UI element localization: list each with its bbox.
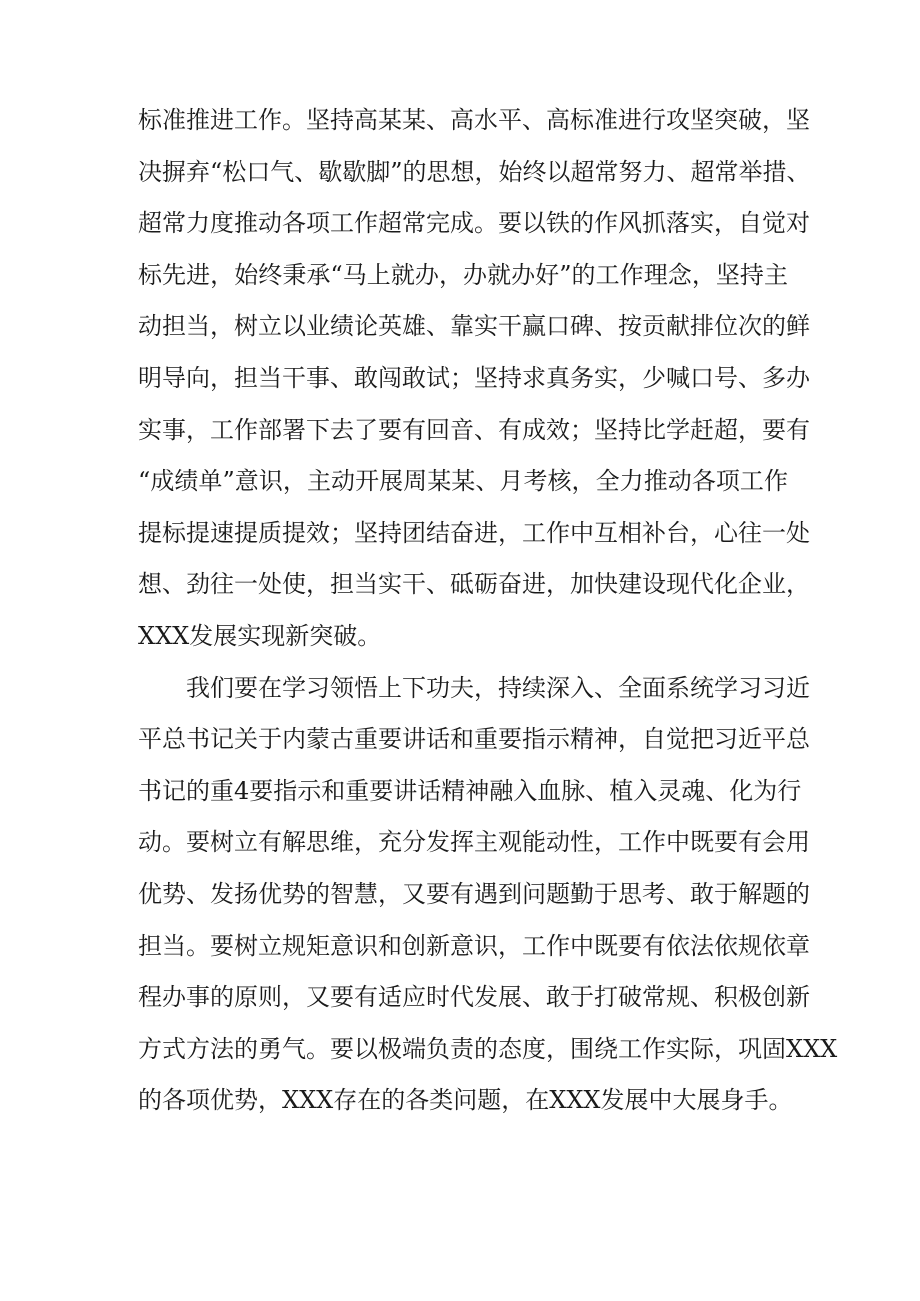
text-line: 提标提速提质提效；坚持团结奋进，工作中互相补台，心往一处 [138, 518, 810, 547]
paragraph-2 [138, 663, 838, 1127]
text-line: 标准推进工作。坚持高某某、高水平、高标准进行攻坚突破，坚 [138, 106, 810, 134]
text-line: 标先进，始终秉承“马上就办，办就办好”的工作理念，坚持主 [138, 260, 788, 289]
paragraph-1 [138, 95, 811, 663]
text-line: 超常力度推动各项工作超常完成。要以铁的作风抓落实，自觉对 [138, 209, 810, 238]
text-line: 担当。要树立规矩意识和创新意识，工作中既要有依法依规依章 [138, 931, 810, 960]
text-line: 书记的重4要指示和重要讲话精神融入血脉、植入灵魂、化为行 [138, 776, 802, 805]
text-line: 的各项优势，XXX存在的各类问题，在XXX发展中大展身手。 [138, 1086, 793, 1115]
text-line: “成绩单”意识，主动开展周某某、月考核，全力推动各项工作 [138, 467, 788, 496]
text-line: 明导向，担当干事、敢闯敢试；坚持求真务实，少喊口号、多办 [138, 363, 810, 392]
text-line: 决摒弃“松口气、歇歇脚”的思想，始终以超常努力、超常举措、 [138, 157, 811, 186]
text-line: 平总书记关于内蒙古重要讲话和重要指示精神，自觉把习近平总 [138, 725, 810, 754]
text-line: 动。要树立有解思维，充分发挥主观能动性，工作中既要有会用 [138, 828, 810, 857]
text-line: 优势、发扬优势的智慧，又要有遇到问题勤于思考、敢于解题的 [138, 879, 810, 908]
text-line: 动担当，树立以业绩论英雄、靠实干赢口碑、按贡献排位次的鲜 [138, 312, 810, 341]
text-line: 想、劲往一处使，担当实干、砥砺奋进，加快建设现代化企业， [138, 570, 810, 599]
text-line: 实事，工作部署下去了要有回音、有成效；坚持比学赶超，要有 [138, 415, 810, 444]
text-line: 程办事的原则，又要有适应时代发展、敢于打破常规、积极创新 [138, 983, 810, 1012]
text-line: 方式方法的勇气。要以极端负责的态度，围绕工作实际，巩固XXX [138, 1034, 838, 1063]
document-body [138, 95, 838, 1127]
text-line: XXX发展实现新突破。 [138, 621, 382, 650]
text-line: 我们要在学习领悟上下功夫，持续深入、全面系统学习习近 [186, 673, 810, 702]
